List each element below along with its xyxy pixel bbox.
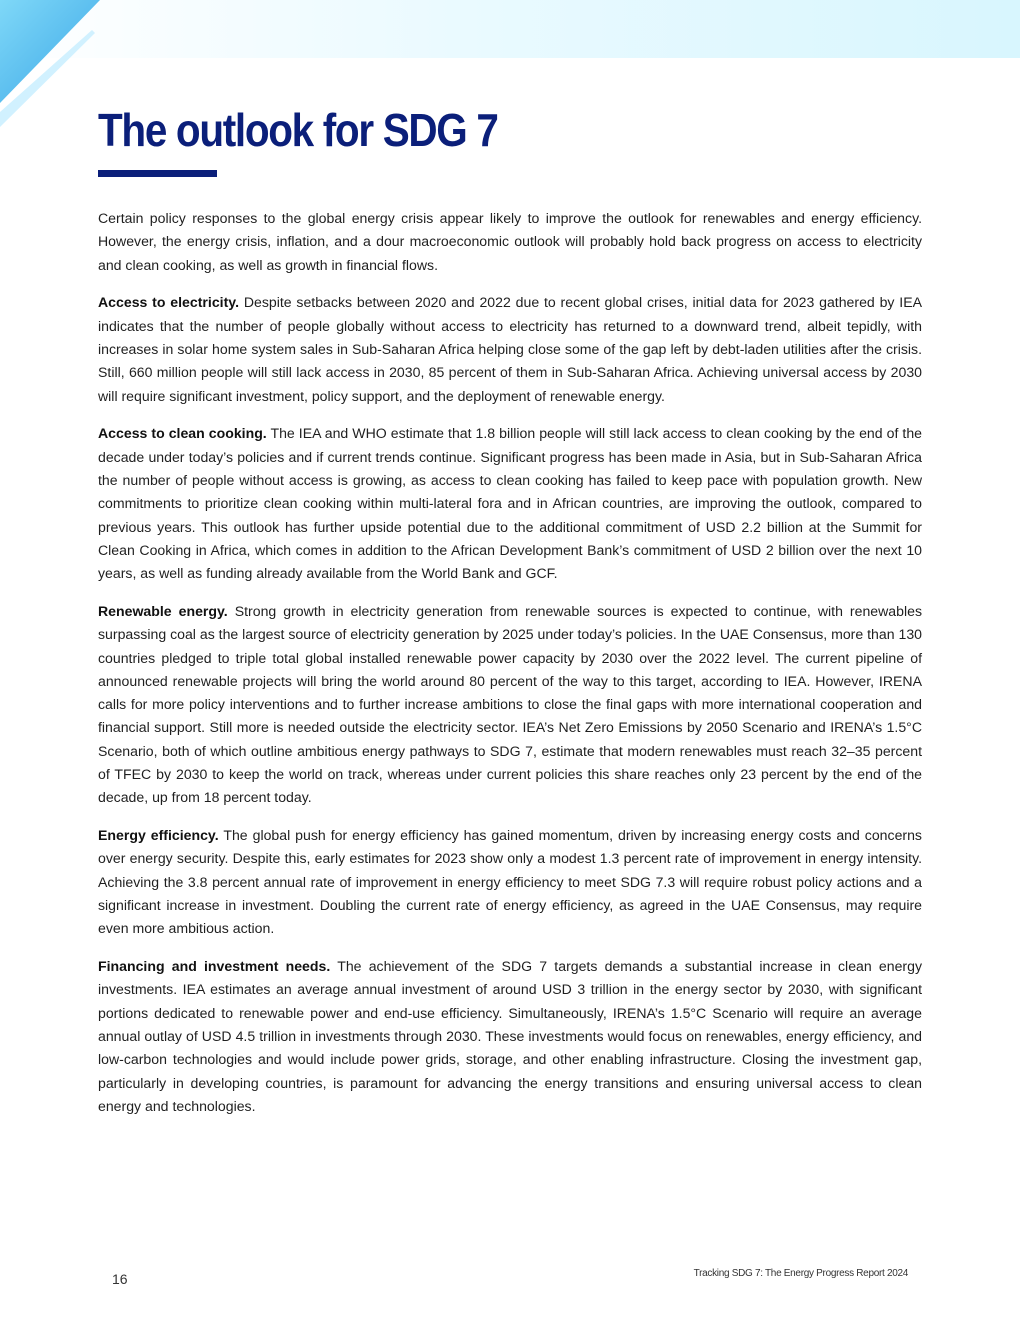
- title-underline: [98, 170, 217, 177]
- section-renewable-energy: [98, 600, 922, 810]
- section-access-electricity: [98, 291, 922, 407]
- corner-decoration: [0, 0, 110, 130]
- report-title: Tracking SDG 7: The Energy Progress Report 2024: [693, 1268, 908, 1279]
- page-title: The outlook for SDG 7: [98, 104, 498, 156]
- section-heading: Financing and investment needs.: [98, 958, 331, 975]
- section-heading: Access to clean cooking.: [98, 425, 267, 442]
- section-text: Despite setbacks between 2020 and 2022 due to recent global crises, initial data for 2023 gathered by IEA indicates that the number of people globally without access to electricity has returned to a downward trend, albeit tepidly, with increases in solar home system sales in Sub-Saharan Africa helping close some of the gap left by debt-laden utilities after the crisis. Still, 660 million people will still lack access in 2030, 85 percent of them in Sub-Saharan Africa. Achieving universal access by 2030 will require significant investment, policy support, and the deployment of renewable energy.: [98, 294, 922, 404]
- body-text: [98, 207, 922, 1133]
- section-clean-cooking: [98, 422, 922, 585]
- section-text: The IEA and WHO estimate that 1.8 billion people will still lack access to clean cooking by the end of the decade under today’s policies and if current trends continue. Significant progress has been made in Asia, but in Sub-Saharan Africa the number of people without access is growing, as access to clean cooking has failed to keep pace with population growth. New commitments to prioritize clean cooking within multi-lateral fora and in African countries, are improving the outlook, compared to previous years. This outlook has further upside potential due to the additional commitment of USD 2.2 billion at the Summit for Clean Cooking in Africa, which comes in addition to the African Development Bank’s commitment of USD 2 billion over the next 10 years, as well as funding already available from the World Bank and GCF.: [98, 425, 922, 582]
- section-text: The achievement of the SDG 7 targets demands a substantial increase in clean energy investments. IEA estimates an average annual investment of around USD 3 trillion in the energy sector by 2030, with significant portions dedicated to renewable power and end-use efficiency. Simultaneously, IRENA’s 1.5°C Scenario will require an average annual outlay of USD 4.5 trillion in investments through 2030. These investments would focus on renewables, energy efficiency, and low-carbon technologies and would include power grids, storage, and other enabling infrastructure. Closing the investment gap, particularly in developing countries, is paramount for advancing the energy transitions and ensuring universal access to clean energy and technologies.: [98, 958, 922, 1114]
- intro-paragraph: Certain policy responses to the global energy crisis appear likely to improve the outlook for renewables and energy efficiency. However, the energy crisis, inflation, and a dour macroeconomic outlook will probably hold back progress on access to electricity and clean cooking, as well as growth in financial flows.: [98, 210, 922, 273]
- section-financing: [98, 955, 922, 1118]
- section-heading: Energy efficiency.: [98, 827, 219, 844]
- header-band: [0, 0, 1020, 58]
- section-text: The global push for energy efficiency has gained momentum, driven by increasing energy costs and concerns over energy security. Despite this, early estimates for 2023 show only a modest 1.3 percent rate of improvement in energy intensity. Achieving the 3.8 percent annual rate of improvement in energy efficiency to meet SDG 7.3 will require robust policy actions and a significant increase in investment. Doubling the current rate of energy efficiency, as agreed in the UAE Consensus, may require even more ambitious action.: [98, 827, 922, 937]
- section-heading: Renewable energy.: [98, 602, 228, 619]
- section-text: Strong growth in electricity generation from renewable sources is expected to continue, with renewables surpassing coal as the largest source of electricity generation by 2025 under today’s policies. In the UAE Consensus, more than 130 countries pledged to triple total global installed renewable power capacity by 2030 over the 2022 level. The current pipeline of announced renewable projects will bring the world around 80 percent of the way to this target, according to IEA. However, IRENA calls for more policy interventions and to further increase ambitions to close the final gaps with more international cooperation and financial support. Still more is needed outside the electricity sector. IEA’s Net Zero Emissions by 2050 Scenario and IRENA’s 1.5°C Scenario, both of which outline ambitious energy pathways to SDG 7, estimate that modern renewables must reach 32–35 percent of TFEC by 2030 to keep the world on track, whereas under current policies this share reaches only 23 percent by the end of the decade, up from 18 percent today.: [98, 602, 922, 806]
- section-heading: Access to electricity.: [98, 294, 239, 311]
- page-number: 16: [112, 1271, 128, 1287]
- section-energy-efficiency: [98, 824, 922, 940]
